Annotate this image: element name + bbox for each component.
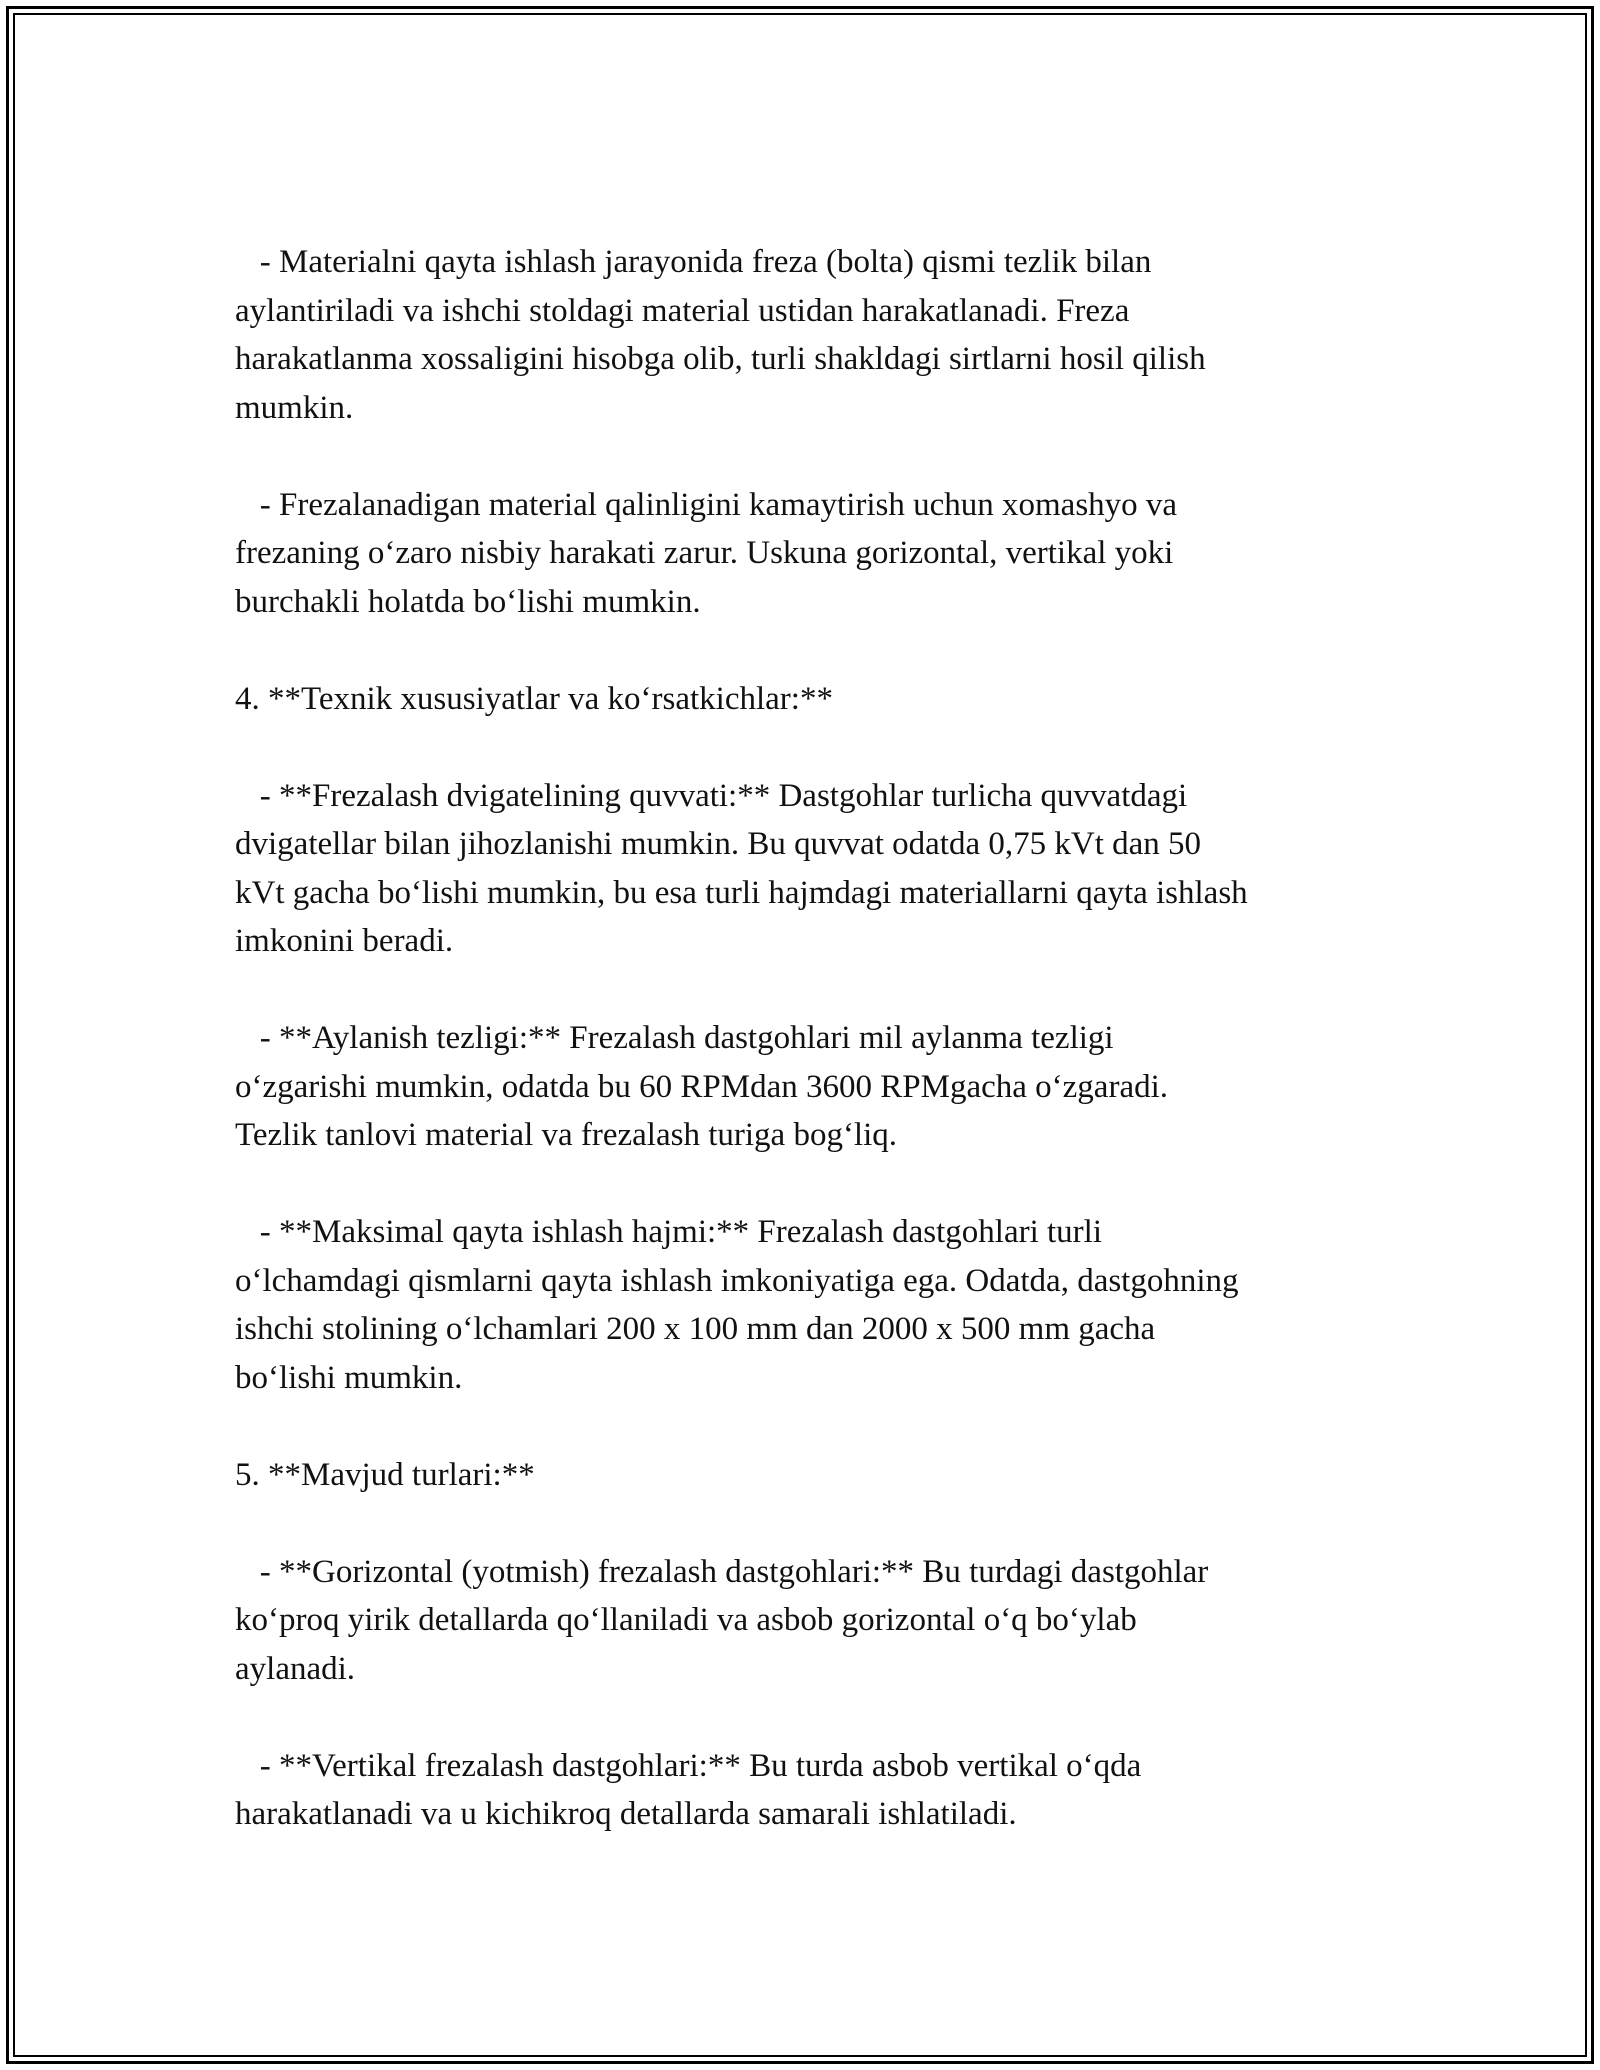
- document-body: [235, 238, 1375, 1839]
- paragraph-motor-power: - **Frezalash dvigatelining quvvati:** Dastgohlar turlicha quvvatdagi dvigatellar bilan jihozlanishi mumkin. Bu quvvat odatda 0,75 kVt dan 50 kVt gacha bo‘lishi mumkin, bu esa turli hajmdagi materiallarni qayta ishlash imkonini beradi.: [235, 777, 1248, 959]
- paragraph-max-volume: - **Maksimal qayta ishlash hajmi:** Frezalash dastgohlari turli o‘lchamdagi qismlarni qayta ishlash imkoniyatiga ega. Odatda, dastgohning ishchi stolining o‘lchamlari 200 x 100 mm dan 2000 x 500 mm gacha bo‘lishi mumkin.: [235, 1214, 1239, 1396]
- section-heading-5: 5. **Mavjud turlari:**: [235, 1456, 535, 1493]
- paragraph-2: - Frezalanadigan material qalinligini kamaytirish uchun xomashyo va frezaning o‘zaro nisbiy harakati zarur. Uskuna gorizontal, vertikal yoki burchakli holatda bo‘lishi mumkin.: [235, 486, 1178, 620]
- paragraph-rotation-speed: - **Aylanish tezligi:** Frezalash dastgohlari mil aylanma tezligi o‘zgarishi mumkin, odatda bu 60 RPMdan 3600 RPMgacha o‘zgaradi. Tezlik tanlovi material va frezalash turiga bog‘liq.: [235, 1020, 1169, 1153]
- section-heading-4: 4. **Texnik xususiyatlar va ko‘rsatkichlar:**: [235, 680, 833, 717]
- paragraph-horizontal-milling: - **Gorizontal (yotmish) frezalash dastgohlari:** Bu turdagi dastgohlar ko‘proq yirik detallarda qo‘llaniladi va asbob gorizontal o‘q bo‘ylab aylanadi.: [235, 1553, 1209, 1687]
- paragraph-vertical-milling: - **Vertikal frezalash dastgohlari:** Bu turda asbob vertikal o‘qda harakatlanadi va u kichikroq detallarda samarali ishlatiladi.: [235, 1747, 1142, 1832]
- paragraph-1: - Materialni qayta ishlash jarayonida freza (bolta) qismi tezlik bilan aylantiriladi va ishchi stoldagi material ustidan harakatlanadi. Freza harakatlanma xossaligini hisobga olib, turli shakldagi sirtlarni hosil qilish mumkin.: [235, 244, 1206, 426]
